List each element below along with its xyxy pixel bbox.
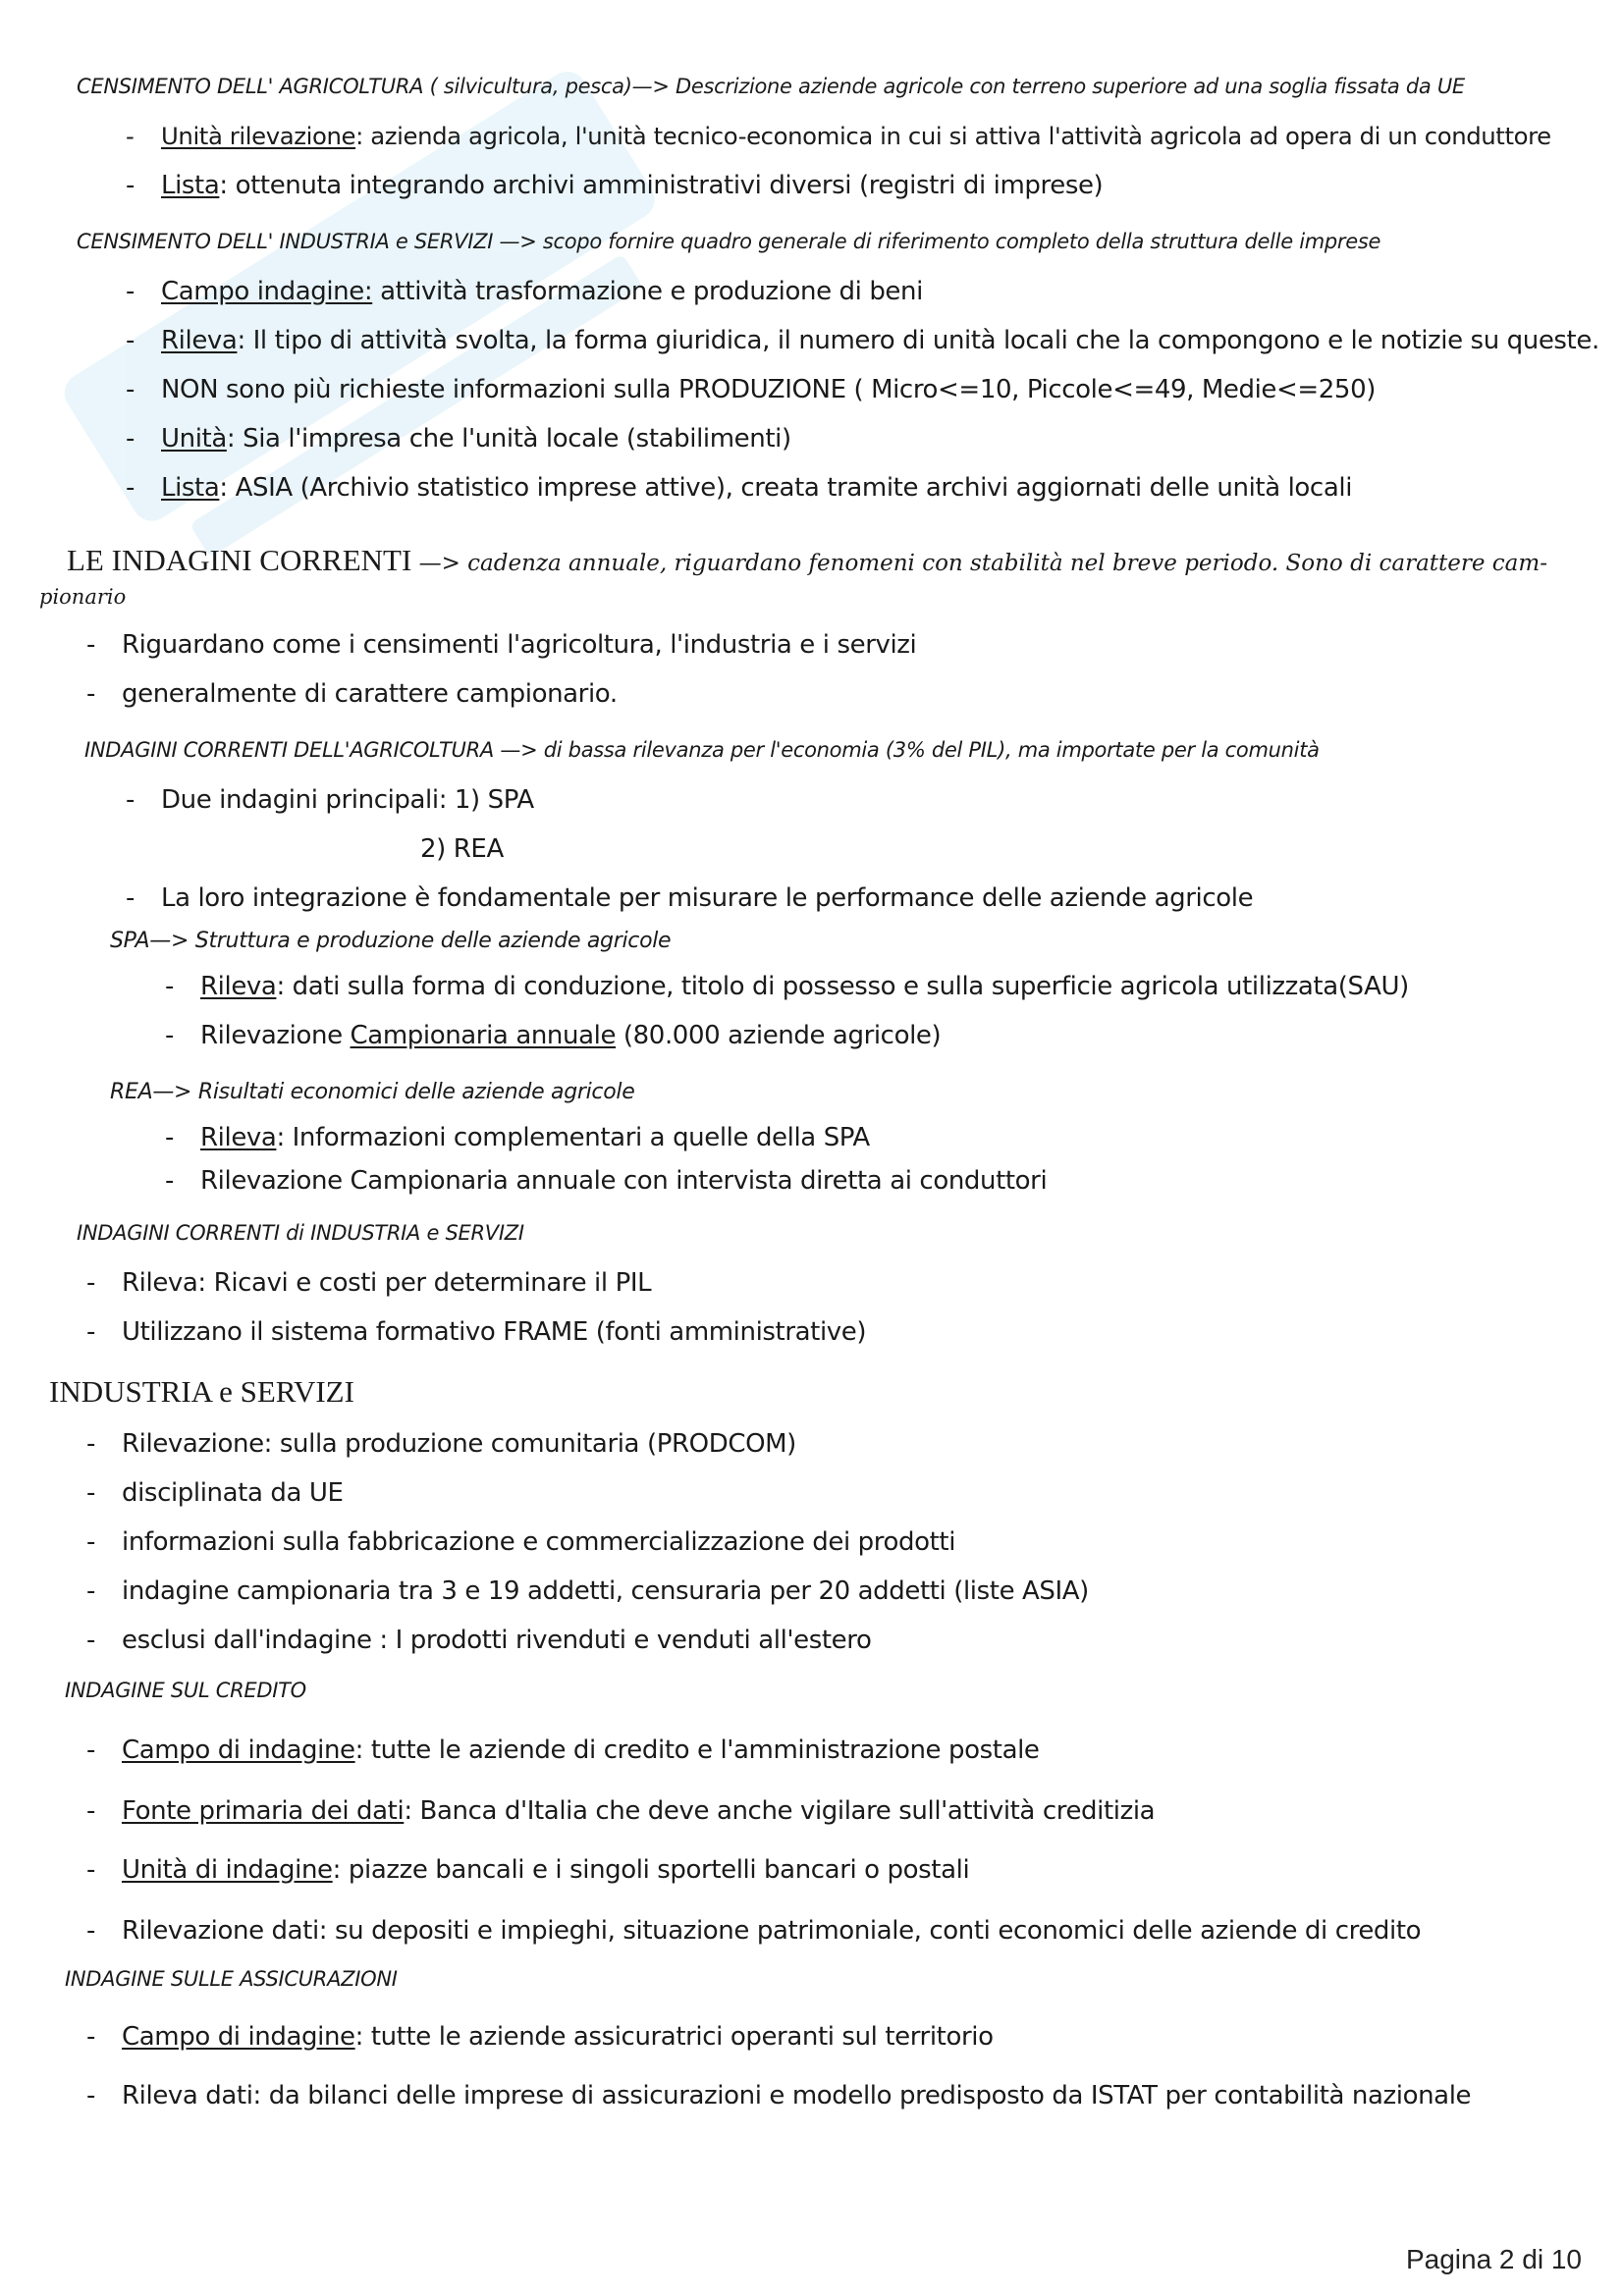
list-item: - La loro integrazione è fondamentale per misurare le performance delle aziende agricole xyxy=(126,883,1254,913)
list-item: - Rilevazione: sulla produzione comunitaria (PRODCOM) xyxy=(86,1429,796,1459)
list-item: - Rilevazione Campionaria annuale con intervista diretta ai conduttori xyxy=(165,1166,1048,1196)
list-item: - Lista: ottenuta integrando archivi amministrativi diversi (registri di imprese) xyxy=(126,171,1104,200)
heading-industria-servizi: INDUSTRIA e SERVIZI xyxy=(49,1374,354,1409)
list-item-continuation: 2) REA xyxy=(420,834,504,864)
heading-continuation: pionario xyxy=(39,585,127,609)
list-item: - NON sono più richieste informazioni sulla PRODUZIONE ( Micro<=10, Piccole<=49, Medie<=250) xyxy=(126,375,1376,404)
list-item: - Rileva: Ricavi e costi per determinare il PIL xyxy=(86,1268,652,1298)
subheading-rea: REA—> Risultati economici delle aziende agricole xyxy=(110,1080,635,1104)
heading-industria-servizi-correnti: INDAGINI CORRENTI di INDUSTRIA e SERVIZI xyxy=(77,1221,524,1245)
list-item: - Rileva dati: da bilanci delle imprese di assicurazioni e modello predisposto da ISTAT per contabilità nazionale xyxy=(86,2081,1472,2110)
heading-censimento-agricoltura: CENSIMENTO DELL' AGRICOLTURA ( silvicultura, pesca)—> Descrizione aziende agricole con terreno superiore ad una soglia fissata da UE xyxy=(77,75,1465,98)
list-item: - Rilevazione dati: su depositi e impieghi, situazione patrimoniale, conti economici delle aziende di credito xyxy=(86,1916,1422,1946)
list-item: - Utilizzano il sistema formativo FRAME (fonti amministrative) xyxy=(86,1317,867,1347)
list-item: - disciplinata da UE xyxy=(86,1478,344,1508)
list-item: - Lista: ASIA (Archivio statistico imprese attive), creata tramite archivi aggiornati delle unità locali xyxy=(126,473,1353,503)
list-item: - Riguardano come i censimenti l'agricoltura, l'industria e i servizi xyxy=(86,630,917,660)
list-item: - Rileva: Il tipo di attività svolta, la forma giuridica, il numero di unità locali che la compongono e le notizie su queste. xyxy=(126,326,1599,355)
heading-credito: INDAGINE SUL CREDITO xyxy=(65,1679,306,1702)
list-item: - Campo indagine: attività trasformazione e produzione di beni xyxy=(126,277,923,306)
list-item: - informazioni sulla fabbricazione e commercializzazione dei prodotti xyxy=(86,1527,956,1557)
subheading-spa: SPA—> Struttura e produzione delle aziende agricole xyxy=(110,929,672,953)
list-item: - indagine campionaria tra 3 e 19 addetti, censuraria per 20 addetti (liste ASIA) xyxy=(86,1576,1089,1606)
heading-assicurazioni: INDAGINE SULLE ASSICURAZIONI xyxy=(65,1967,398,1991)
list-item: - Campo di indagine: tutte le aziende di credito e l'amministrazione postale xyxy=(86,1735,1040,1765)
list-item: - Campo di indagine: tutte le aziende assicuratrici operanti sul territorio xyxy=(86,2022,994,2052)
list-item: - Unità: Sia l'impresa che l'unità locale (stabilimenti) xyxy=(126,424,791,454)
list-item: - Fonte primaria dei dati: Banca d'Italia che deve anche vigilare sull'attività creditizia xyxy=(86,1796,1156,1826)
heading-agricoltura: INDAGINI CORRENTI DELL'AGRICOLTURA —> di bassa rilevanza per l'economia (3% del PIL), ma importate per la comunità xyxy=(84,738,1320,762)
page-number: Pagina 2 di 10 xyxy=(1405,2244,1582,2274)
list-item: - generalmente di carattere campionario. xyxy=(86,679,618,709)
list-item: - Rilevazione Campionaria annuale (80.000 aziende agricole) xyxy=(165,1021,942,1050)
list-item: - Unità di indagine: piazze bancali e i singoli sportelli bancari o postali xyxy=(86,1855,970,1885)
list-item: - Rileva: dati sulla forma di conduzione, titolo di possesso e sulla superficie agricola utilizzata(SAU) xyxy=(165,972,1409,1001)
list-item: - Unità rilevazione: azienda agricola, l'unità tecnico-economica in cui si attiva l'attività agricola ad opera di un conduttore xyxy=(126,122,1551,150)
list-item: - esclusi dall'indagine : I prodotti rivenduti e venduti all'estero xyxy=(86,1626,872,1655)
list-item: - Due indagini principali: 1) SPA xyxy=(126,785,534,815)
heading-indagini-correnti: LE INDAGINI CORRENTI —> cadenza annuale, riguardano fenomeni con stabilità nel breve periodo. Sono di carattere cam- xyxy=(67,543,1547,577)
heading-censimento-industria: CENSIMENTO DELL' INDUSTRIA e SERVIZI —> scopo fornire quadro generale di riferimento completo della struttura delle imprese xyxy=(77,230,1381,253)
list-item: - Rileva: Informazioni complementari a quelle della SPA xyxy=(165,1123,870,1152)
